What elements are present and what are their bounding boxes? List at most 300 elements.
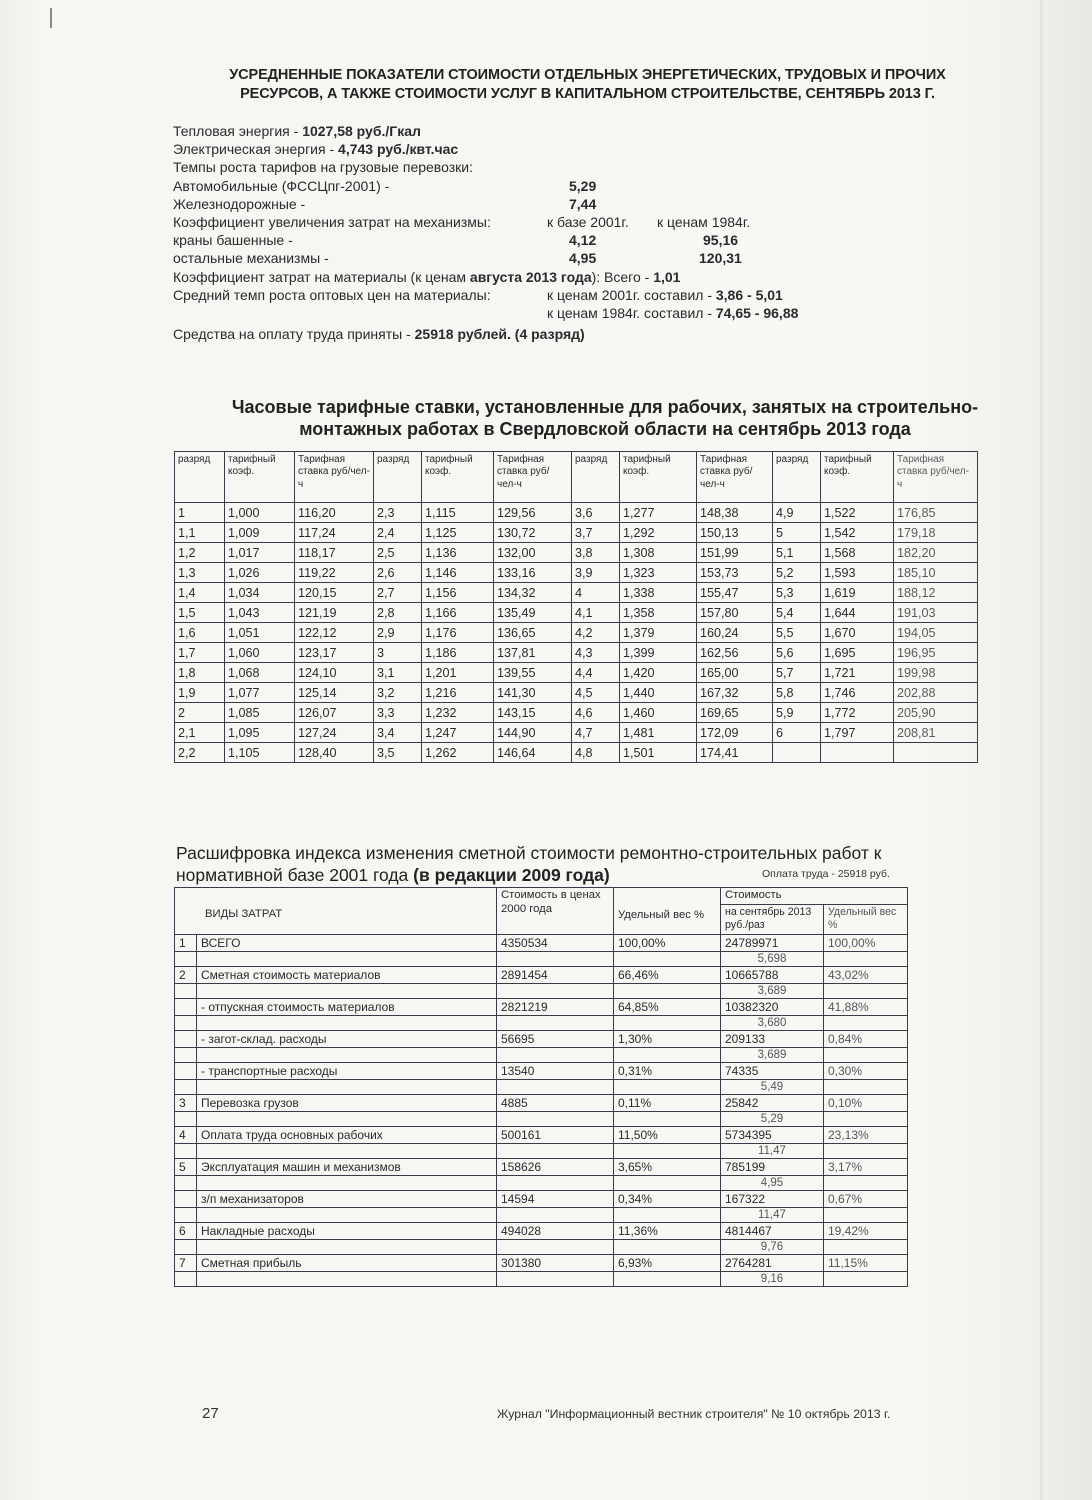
tariff-cell: 1,085 — [225, 703, 295, 723]
page-number: 27 — [202, 1405, 219, 1422]
tariff-cell: 137,81 — [494, 643, 572, 663]
cost-ratio-spacer — [175, 1047, 197, 1062]
tariff-cell: 1,1 — [175, 523, 225, 543]
cost-ratio-value: 5,49 — [721, 1079, 824, 1094]
tariff-cell: 1,115 — [422, 503, 494, 523]
cost-row — [175, 1094, 908, 1111]
tariff-cell: 185,10 — [894, 563, 978, 583]
tariff-cell: 1,308 — [620, 543, 697, 563]
cost-cell-num: 2 — [175, 966, 197, 983]
tariff-cell: 1,399 — [620, 643, 697, 663]
tariff-cell: 172,09 — [697, 723, 773, 743]
tariff-cell: 1,232 — [422, 703, 494, 723]
cost-row — [175, 1062, 908, 1079]
cost-cell-name: Накладные расходы — [197, 1222, 497, 1239]
tariff-cell: 3,6 — [572, 503, 620, 523]
tariff-cell: 3,8 — [572, 543, 620, 563]
tariff-row — [175, 703, 978, 723]
tariff-cell: 128,40 — [295, 743, 374, 763]
cost-ratio-spacer — [497, 951, 614, 966]
tariff-cell: 1,358 — [620, 603, 697, 623]
param-labor: Средства на оплату труда приняты - 25918 рублей. (4 разряд) — [173, 326, 585, 343]
cost-ratio-spacer — [175, 951, 197, 966]
tariff-cell: 2,5 — [374, 543, 422, 563]
page-title-line-2: РЕСУРСОВ, А ТАКЖЕ СТОИМОСТИ УСЛУГ В КАПИТАЛЬНОМ СТРОИТЕЛЬСТВЕ, СЕНТЯБРЬ 2013 Г. — [240, 86, 935, 102]
cost-cell-weight: 100,00% — [614, 934, 721, 951]
cost-cell-name: - отпускная стоимость материалов — [197, 998, 497, 1015]
cost-cell-weight: 11,50% — [614, 1126, 721, 1143]
tariff-cell: 148,38 — [697, 503, 773, 523]
tariff-cell: 191,03 — [894, 603, 978, 623]
tariff-cell: 155,47 — [697, 583, 773, 603]
cost-ratio-spacer — [197, 983, 497, 998]
tariff-cell: 1,186 — [422, 643, 494, 663]
tariff-cell: 2,3 — [374, 503, 422, 523]
cost-ratio-spacer — [824, 1175, 908, 1190]
cost-ratio-spacer — [824, 1207, 908, 1222]
cost-cell-cost2013: 24789971 — [721, 934, 824, 951]
cost-ratio-spacer — [175, 1111, 197, 1126]
cost-ratio-spacer — [197, 1207, 497, 1222]
cost-ratio-value: 3,680 — [721, 1015, 824, 1030]
tariff-cell: 3,7 — [572, 523, 620, 543]
tariff-cell: 119,22 — [295, 563, 374, 583]
tariff-cell: 1,644 — [821, 603, 894, 623]
tariff-cell: 3,5 — [374, 743, 422, 763]
cost-cell-cost2000: 4885 — [497, 1094, 614, 1111]
tariff-cell: 1,026 — [225, 563, 295, 583]
cost-header-row-2: на сентябрь 2013 руб./раз Удельный вес % — [175, 904, 908, 934]
tariff-table-body — [175, 503, 978, 763]
cost-ratio-value: 11,47 — [721, 1207, 824, 1222]
cost-cell-weight: 1,30% — [614, 1030, 721, 1047]
tariff-cell: 1,017 — [225, 543, 295, 563]
cost-cell-weight: 3,65% — [614, 1158, 721, 1175]
rail-value: 7,44 — [569, 195, 597, 212]
tariff-cell: 132,00 — [494, 543, 572, 563]
tariff-cell: 1,2 — [175, 543, 225, 563]
param-heat: Тепловая энергия - 1027,58 руб./Гкал — [173, 123, 421, 139]
cost-table-body — [175, 934, 908, 1286]
cost-ratio-spacer — [614, 951, 721, 966]
cost-ratio-spacer — [197, 1239, 497, 1254]
tariff-cell: 3,4 — [374, 723, 422, 743]
tariff-cell: 1,201 — [422, 663, 494, 683]
tariff-cell: 1,746 — [821, 683, 894, 703]
param-wholesale-1984: к ценам 1984г. составил - 74,65 - 96,88 — [547, 304, 799, 321]
tariff-cell: 1,166 — [422, 603, 494, 623]
param-freight-heading: Темпы роста тарифов на грузовые перевозки: — [173, 159, 473, 176]
cost-ratio-spacer — [175, 1271, 197, 1286]
tariff-cell: 162,56 — [697, 643, 773, 663]
cost-ratio-spacer — [614, 1239, 721, 1254]
cost-cell-cost2013: 10382320 — [721, 998, 824, 1015]
cost-row — [175, 1158, 908, 1175]
tariff-cell: 1,522 — [821, 503, 894, 523]
tariff-cell: 139,55 — [494, 663, 572, 683]
cost-ratio-value: 9,76 — [721, 1239, 824, 1254]
tariff-header-row: разряд тарифный коэф. Тарифная ставка руб/чел-ч разряд тарифный коэф. Тарифная ставка руб/чел-ч разряд тарифный коэф. Тарифная ставка руб/чел-ч разряд тарифный коэф. Тарифная ставка руб/чел-ч — [175, 452, 978, 503]
cost-cell-cost2000: 158626 — [497, 1158, 614, 1175]
tariff-cell: 126,07 — [295, 703, 374, 723]
tariff-row — [175, 663, 978, 683]
param-cranes: краны башенные - 4,12 95,16 — [173, 232, 739, 249]
tariff-cell: 4,9 — [773, 503, 821, 523]
cost-cell-name: з/п механизаторов — [197, 1190, 497, 1207]
tariff-cell: 4 — [572, 583, 620, 603]
tariff-cell: 1,095 — [225, 723, 295, 743]
cost-ratio-spacer — [824, 1271, 908, 1286]
tariff-cell: 4,7 — [572, 723, 620, 743]
tariff-cell: 1,593 — [821, 563, 894, 583]
cost-ratio-spacer — [175, 1175, 197, 1190]
cost-cell-weight2013: 0,30% — [824, 1062, 908, 1079]
tariff-section-title: Часовые тарифные ставки, установленные для рабочих, занятых на строительно- монтажных работах в Свердловской области на сентябрь 2013 года — [231, 397, 979, 439]
cost-cell-cost2013: 4814467 — [721, 1222, 824, 1239]
cost-cell-name: Эксплуатация машин и механизмов — [197, 1158, 497, 1175]
tariff-cell: 3,2 — [374, 683, 422, 703]
tariff-cell: 1,9 — [175, 683, 225, 703]
cost-cell-weight: 64,85% — [614, 998, 721, 1015]
tariff-cell: 123,17 — [295, 643, 374, 663]
electric-value: 4,743 руб./квт.час — [338, 141, 459, 158]
tariff-cell: 3 — [374, 643, 422, 663]
cost-cell-num — [175, 998, 197, 1015]
cost-ratio-spacer — [824, 983, 908, 998]
tariff-row — [175, 503, 978, 523]
tariff-cell: 1,501 — [620, 743, 697, 763]
tariff-cell: 188,12 — [894, 583, 978, 603]
tariff-cell: 135,49 — [494, 603, 572, 623]
tariff-cell: 153,73 — [697, 563, 773, 583]
cost-ratio-spacer — [497, 1175, 614, 1190]
cost-row — [175, 1030, 908, 1047]
cost-ratio-spacer — [197, 1175, 497, 1190]
cost-cell-cost2000: 14594 — [497, 1190, 614, 1207]
cost-cell-weight2013: 19,42% — [824, 1222, 908, 1239]
cost-ratio-spacer — [175, 1015, 197, 1030]
tariff-cell: 129,56 — [494, 503, 572, 523]
tariff-cell: 1,068 — [225, 663, 295, 683]
tariff-cell: 169,65 — [697, 703, 773, 723]
cost-cell-weight: 11,36% — [614, 1222, 721, 1239]
cost-header-row-1: ВИДЫ ЗАТРАТ Стоимость в ценах 2000 года Удельный вес % Стоимость — [175, 888, 908, 905]
tariff-cell: 1,105 — [225, 743, 295, 763]
tariff-row — [175, 583, 978, 603]
tariff-cell: 4,1 — [572, 603, 620, 623]
tariff-cell: 174,41 — [697, 743, 773, 763]
cost-cell-name: Сметная стоимость материалов — [197, 966, 497, 983]
cost-ratio-spacer — [197, 1047, 497, 1062]
tariff-cell: 1,051 — [225, 623, 295, 643]
tariff-cell: 1,009 — [225, 523, 295, 543]
tariff-cell: 3,3 — [374, 703, 422, 723]
tariff-cell: 1,568 — [821, 543, 894, 563]
cost-cell-weight2013: 0,10% — [824, 1094, 908, 1111]
cost-ratio-spacer — [175, 1143, 197, 1158]
journal-footer: Журнал "Информационный вестник строителя" № 10 октябрь 2013 г. — [497, 1407, 891, 1421]
cost-cell-cost2000: 4350534 — [497, 934, 614, 951]
cost-cell-num: 7 — [175, 1254, 197, 1271]
tariff-cell: 1,156 — [422, 583, 494, 603]
tariff-cell: 1,481 — [620, 723, 697, 743]
tariff-cell: 194,05 — [894, 623, 978, 643]
tariff-cell: 196,95 — [894, 643, 978, 663]
cost-ratio-spacer — [175, 1079, 197, 1094]
labor-cost-note: Оплата труда - 25918 руб. — [762, 868, 890, 880]
cost-cell-cost2000: 2891454 — [497, 966, 614, 983]
tariff-cell: 4,6 — [572, 703, 620, 723]
cost-cell-weight2013: 43,02% — [824, 966, 908, 983]
cost-cell-cost2013: 74335 — [721, 1062, 824, 1079]
tariff-cell: 1,542 — [821, 523, 894, 543]
cost-ratio-spacer — [497, 983, 614, 998]
tariff-cell: 4,4 — [572, 663, 620, 683]
tariff-cell — [894, 743, 978, 763]
cost-ratio-spacer — [824, 1047, 908, 1062]
tariff-cell: 5,1 — [773, 543, 821, 563]
tariff-cell: 167,32 — [697, 683, 773, 703]
tariff-cell: 117,24 — [295, 523, 374, 543]
tariff-cell: 124,10 — [295, 663, 374, 683]
cost-ratio-row — [175, 1111, 908, 1126]
cost-ratio-spacer — [197, 1271, 497, 1286]
cost-ratio-value: 9,16 — [721, 1271, 824, 1286]
tariff-cell: 1,6 — [175, 623, 225, 643]
tariff-cell: 1,000 — [225, 503, 295, 523]
tariff-cell: 144,90 — [494, 723, 572, 743]
cost-cell-name: - транспортные расходы — [197, 1062, 497, 1079]
cost-ratio-spacer — [614, 1079, 721, 1094]
cost-ratio-spacer — [614, 1015, 721, 1030]
tariff-cell: 2,1 — [175, 723, 225, 743]
cost-cell-weight2013: 3,17% — [824, 1158, 908, 1175]
tariff-cell: 1,292 — [620, 523, 697, 543]
cost-ratio-spacer — [197, 1079, 497, 1094]
cost-cell-cost2013: 785199 — [721, 1158, 824, 1175]
auto-value: 5,29 — [569, 177, 597, 194]
tariff-cell: 1,216 — [422, 683, 494, 703]
tariff-cell: 2 — [175, 703, 225, 723]
cost-cell-weight: 0,11% — [614, 1094, 721, 1111]
tariff-cell: 5,9 — [773, 703, 821, 723]
tariff-cell: 143,15 — [494, 703, 572, 723]
tariff-cell: 2,4 — [374, 523, 422, 543]
cost-ratio-spacer — [497, 1143, 614, 1158]
cost-cell-num: 1 — [175, 934, 197, 951]
cost-cell-cost2000: 56695 — [497, 1030, 614, 1047]
cost-cell-cost2013: 167322 — [721, 1190, 824, 1207]
cost-row — [175, 1190, 908, 1207]
cost-cell-num: 5 — [175, 1158, 197, 1175]
tariff-row — [175, 683, 978, 703]
tariff-cell: 160,24 — [697, 623, 773, 643]
tariff-row — [175, 523, 978, 543]
tariff-cell: 1,772 — [821, 703, 894, 723]
binding-mark — [50, 8, 52, 28]
tariff-row — [175, 603, 978, 623]
tariff-cell: 150,13 — [697, 523, 773, 543]
tariff-cell: 182,20 — [894, 543, 978, 563]
tariff-cell: 4,3 — [572, 643, 620, 663]
cost-ratio-spacer — [824, 1015, 908, 1030]
cost-cell-num — [175, 1030, 197, 1047]
cost-row — [175, 1222, 908, 1239]
tariff-cell: 205,90 — [894, 703, 978, 723]
tariff-cell: 151,99 — [697, 543, 773, 563]
cost-row — [175, 998, 908, 1015]
cost-cell-cost2000: 13540 — [497, 1062, 614, 1079]
tariff-cell: 1,3 — [175, 563, 225, 583]
cost-ratio-row — [175, 1047, 908, 1062]
tariff-cell: 2,7 — [374, 583, 422, 603]
tariff-cell: 4,8 — [572, 743, 620, 763]
tariff-cell: 157,80 — [697, 603, 773, 623]
tariff-cell: 1,8 — [175, 663, 225, 683]
cost-ratio-row — [175, 1207, 908, 1222]
cost-ratio-spacer — [497, 1047, 614, 1062]
cost-cell-weight: 66,46% — [614, 966, 721, 983]
page-edge-shadow — [1040, 0, 1043, 1500]
cost-ratio-row — [175, 1143, 908, 1158]
cost-index-table — [174, 887, 908, 1287]
cost-ratio-spacer — [824, 1111, 908, 1126]
tariff-cell: 1,619 — [821, 583, 894, 603]
param-mech-heading: Коэффициент увеличения затрат на механизмы: к базе 2001г. к ценам 1984г. — [173, 213, 751, 230]
tariff-cell: 4,2 — [572, 623, 620, 643]
cost-ratio-spacer — [497, 1111, 614, 1126]
tariff-cell: 2,2 — [175, 743, 225, 763]
tariff-cell: 121,19 — [295, 603, 374, 623]
cost-ratio-spacer — [824, 1079, 908, 1094]
cost-ratio-spacer — [614, 983, 721, 998]
cost-cell-name: Сметная прибыль — [197, 1254, 497, 1271]
tariff-cell: 3,9 — [572, 563, 620, 583]
tariff-cell: 133,16 — [494, 563, 572, 583]
cost-ratio-value: 5,29 — [721, 1111, 824, 1126]
cost-cell-num: 4 — [175, 1126, 197, 1143]
cost-row — [175, 1126, 908, 1143]
tariff-cell: 1,125 — [422, 523, 494, 543]
tariff-cell: 116,20 — [295, 503, 374, 523]
cost-cell-cost2013: 209133 — [721, 1030, 824, 1047]
tariff-cell: 1 — [175, 503, 225, 523]
cost-ratio-value: 5,698 — [721, 951, 824, 966]
tariff-cell: 202,88 — [894, 683, 978, 703]
cost-ratio-row — [175, 1175, 908, 1190]
tariff-cell: 1,338 — [620, 583, 697, 603]
tariff-cell: 2,6 — [374, 563, 422, 583]
tariff-cell: 1,077 — [225, 683, 295, 703]
tariff-cell: 1,060 — [225, 643, 295, 663]
cost-cell-weight2013: 23,13% — [824, 1126, 908, 1143]
tariff-cell: 1,695 — [821, 643, 894, 663]
page-title — [175, 66, 1000, 104]
cost-cell-weight: 0,34% — [614, 1190, 721, 1207]
cost-ratio-spacer — [614, 1111, 721, 1126]
tariff-cell: 2,9 — [374, 623, 422, 643]
cost-cell-num — [175, 1062, 197, 1079]
cost-row — [175, 1254, 908, 1271]
cost-ratio-spacer — [175, 983, 197, 998]
tariff-cell: 120,15 — [295, 583, 374, 603]
tariff-cell: 1,247 — [422, 723, 494, 743]
cost-ratio-value: 3,689 — [721, 1047, 824, 1062]
cost-cell-name: Перевозка грузов — [197, 1094, 497, 1111]
cost-ratio-spacer — [614, 1047, 721, 1062]
tariff-cell: 1,460 — [620, 703, 697, 723]
cost-cell-cost2013: 25842 — [721, 1094, 824, 1111]
cost-ratio-row — [175, 1079, 908, 1094]
heat-value: 1027,58 руб./Гкал — [302, 123, 421, 139]
tariff-cell: 1,379 — [620, 623, 697, 643]
cost-ratio-spacer — [824, 951, 908, 966]
tariff-cell: 5,8 — [773, 683, 821, 703]
tariff-row — [175, 643, 978, 663]
cost-ratio-spacer — [497, 1015, 614, 1030]
param-wholesale-2001: Средний темп роста оптовых цен на материалы: к ценам 2001г. составил - 3,86 - 5,01 — [173, 286, 783, 303]
cost-ratio-value: 3,689 — [721, 983, 824, 998]
param-materials-coef: Коэффициент затрат на материалы (к ценам августа 2013 года): Всего - 1,01 — [173, 268, 681, 285]
cost-ratio-spacer — [197, 951, 497, 966]
cost-cell-num: 3 — [175, 1094, 197, 1111]
cost-ratio-spacer — [197, 1015, 497, 1030]
page-title-line-1: УСРЕДНЕННЫЕ ПОКАЗАТЕЛИ СТОИМОСТИ ОТДЕЛЬНЫХ ЭНЕРГЕТИЧЕСКИХ, ТРУДОВЫХ И ПРОЧИХ — [229, 67, 946, 83]
cost-ratio-value: 4,95 — [721, 1175, 824, 1190]
tariff-cell: 1,5 — [175, 603, 225, 623]
tariff-cell: 136,65 — [494, 623, 572, 643]
tariff-row — [175, 543, 978, 563]
resource-parameters — [173, 122, 873, 343]
cost-cell-weight2013: 0,84% — [824, 1030, 908, 1047]
tariff-cell — [821, 743, 894, 763]
tariff-cell: 165,00 — [697, 663, 773, 683]
tariff-cell: 5,5 — [773, 623, 821, 643]
cost-ratio-spacer — [614, 1207, 721, 1222]
tariff-cell: 6 — [773, 723, 821, 743]
param-electric: Электрическая энергия - 4,743 руб./квт.час — [173, 141, 459, 158]
cost-cell-name: ВСЕГО — [197, 934, 497, 951]
tariff-cell: 5,7 — [773, 663, 821, 683]
tariff-table — [174, 451, 978, 763]
tariff-row — [175, 623, 978, 643]
cost-cell-name: - загот-склад. расходы — [197, 1030, 497, 1047]
cost-ratio-spacer — [497, 1079, 614, 1094]
tariff-row — [175, 743, 978, 763]
cost-ratio-spacer — [197, 1143, 497, 1158]
tariff-cell: 130,72 — [494, 523, 572, 543]
tariff-cell: 2,8 — [374, 603, 422, 623]
cost-cell-weight2013: 0,67% — [824, 1190, 908, 1207]
tariff-cell: 127,24 — [295, 723, 374, 743]
cost-ratio-spacer — [197, 1111, 497, 1126]
tariff-cell: 1,721 — [821, 663, 894, 683]
tariff-cell: 179,18 — [894, 523, 978, 543]
cost-cell-weight: 6,93% — [614, 1254, 721, 1271]
tariff-cell: 1,323 — [620, 563, 697, 583]
cost-ratio-spacer — [824, 1143, 908, 1158]
tariff-cell: 5 — [773, 523, 821, 543]
cost-ratio-row — [175, 1271, 908, 1286]
tariff-cell: 134,32 — [494, 583, 572, 603]
cost-cell-cost2013: 2764281 — [721, 1254, 824, 1271]
tariff-cell: 1,4 — [175, 583, 225, 603]
tariff-cell: 1,420 — [620, 663, 697, 683]
tariff-cell: 1,136 — [422, 543, 494, 563]
tariff-cell: 125,14 — [295, 683, 374, 703]
cost-cell-cost2013: 10665788 — [721, 966, 824, 983]
cost-ratio-row — [175, 951, 908, 966]
